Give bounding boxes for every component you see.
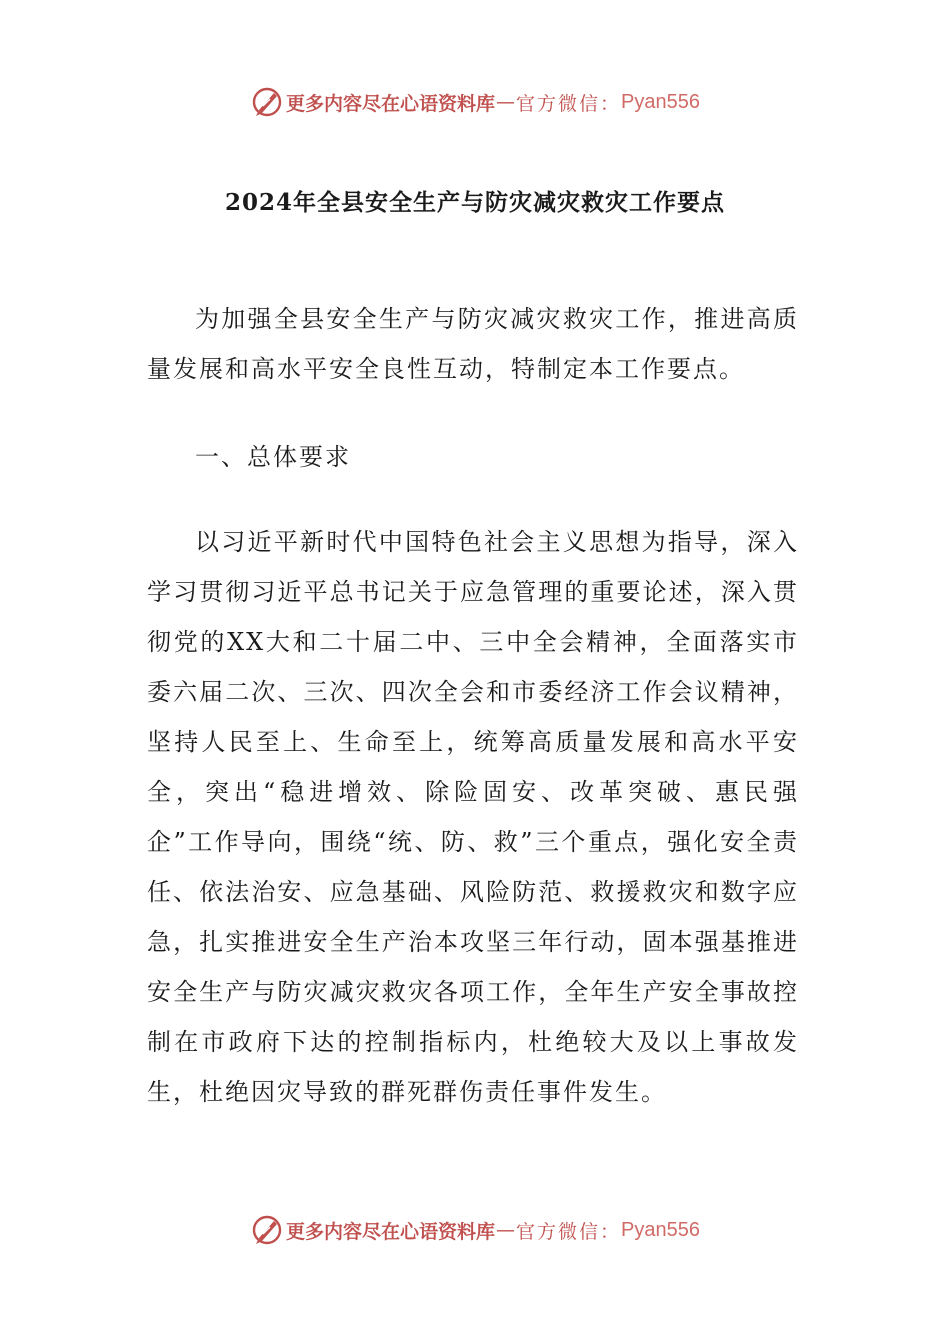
document-body (147, 294, 799, 1117)
intro-paragraph: 为加强全县安全生产与防灾减灾救灾工作，推进高质量发展和高水平安全良性互动，特制定本工作要点。 (147, 305, 799, 383)
watermark-site-text: 更多内容尽在心语资料库 (286, 1220, 496, 1243)
watermark-dash: — (496, 1219, 516, 1241)
watermark-wechat-id: Pyan556 (621, 90, 700, 113)
section-heading: 一、总体要求 (195, 443, 351, 471)
watermark-footer (0, 1210, 950, 1250)
pen-logo-icon (250, 1213, 284, 1247)
watermark-wechat-id: Pyan556 (621, 1218, 700, 1241)
pen-logo-icon (250, 85, 284, 119)
watermark-wechat-label: 官方微信： (516, 92, 622, 115)
document-title: 2024年全县安全生产与防灾减灾救灾工作要点 (224, 189, 725, 216)
section-body-paragraph: 以习近平新时代中国特色社会主义思想为指导，深入学习贯彻习近平总书记关于应急管理的重要论述，深入贯彻党的XX大和二十届二中、三中全会精神，全面落实市委六届二次、三次、四次全会和市委经济工作会议精神，坚持人民至上、生命至上，统筹高质量发展和高水平安全，突出“稳进增效、除险固安、改革突破、惠民强企”工作导向，围绕“统、防、救”三个重点，强化安全责任、依法治安、应急基础、风险防范、救援救灾和数字应急，扎实推进安全生产治本攻坚三年行动，固本强基推进安全生产与防灾减灾救灾各项工作，全年生产安全事故控制在市政府下达的控制指标内，杜绝较大及以上事故发生，杜绝因灾导致的群死群伤责任事件发生。 (147, 528, 799, 1106)
watermark-dash: — (496, 91, 516, 113)
watermark-header (0, 82, 950, 122)
watermark-wechat-label: 官方微信： (516, 1220, 622, 1243)
watermark-site-text: 更多内容尽在心语资料库 (286, 92, 496, 115)
